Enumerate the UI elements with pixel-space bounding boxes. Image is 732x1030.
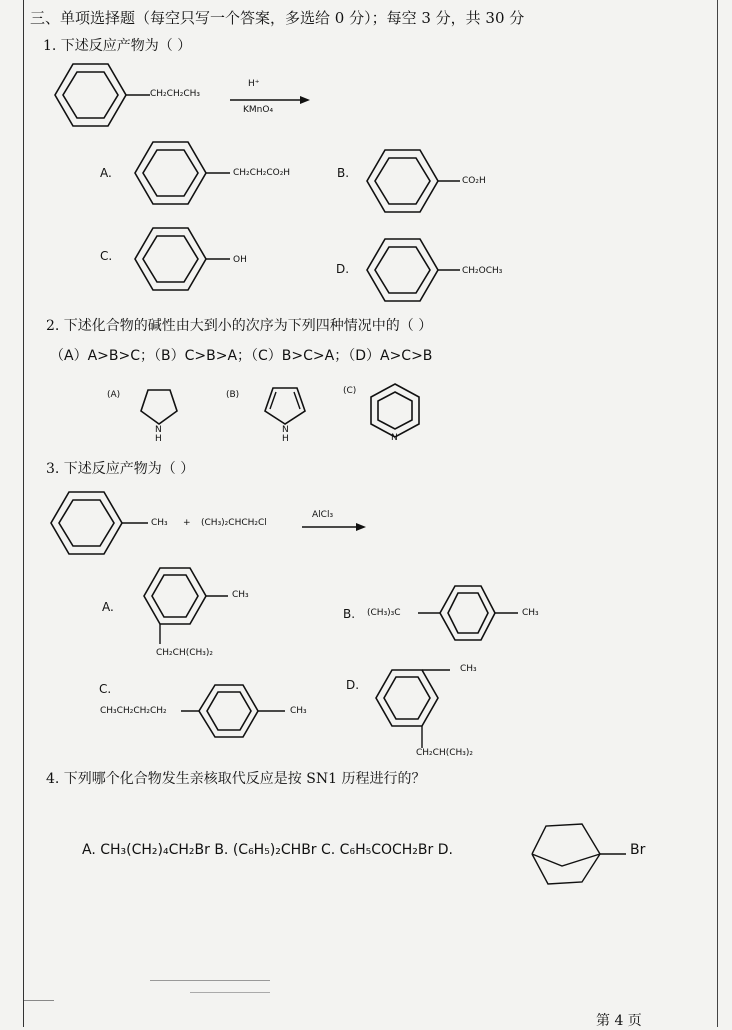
q1-reagent-bottom: KMnO₄: [243, 105, 274, 115]
q3-reactant-group: CH₃: [151, 518, 168, 528]
question-2-stem: 2. 下述化合物的碱性由大到小的次序为下列四种情况中的（ ）: [46, 318, 433, 334]
q3-toluene: [46, 490, 126, 560]
section-header: 三、单项选择题（每空只写一个答案，多选给 0 分）；每空 3 分，共 30 分: [30, 9, 525, 27]
q3-option-b-ring: [418, 583, 518, 645]
q2-label-c: (C): [343, 386, 357, 396]
q3-catalyst: AlCl₃: [312, 510, 334, 520]
q3-option-c-ring: [181, 683, 291, 745]
q2-atom-n3: N: [391, 433, 398, 443]
scan-speck: [190, 992, 270, 993]
question-3-stem: 3. 下述反应产物为（ ）: [46, 461, 195, 477]
q1-reagent-top: H⁺: [248, 79, 260, 89]
question-1-stem: 1. 下述反应产物为（ ）: [43, 38, 192, 54]
q1-reactant-benzene: [50, 62, 130, 132]
q3-plus: +: [183, 518, 191, 528]
q3-option-c-g2: CH₃: [290, 706, 307, 716]
q1-option-d-label: D.: [336, 262, 350, 276]
q1-option-a-benzene: [130, 140, 210, 210]
q1-option-b-benzene: [362, 148, 442, 218]
q3-option-a-g2: CH₂CH(CH₃)₂: [156, 648, 214, 658]
q3-option-d-g2: CH₂CH(CH₃)₂: [416, 748, 474, 758]
q1-option-d-benzene: [362, 237, 442, 307]
q3-option-a-ring: [140, 566, 210, 646]
q1-option-b-group: CO₂H: [462, 176, 486, 186]
page-number: 第 4 页: [596, 1013, 642, 1029]
question-4-stem: 4. 下列哪个化合物发生亲核取代反应是按 SN1 历程进行的？: [46, 771, 426, 787]
question-2-choices: （A）A>B>C；（B）C>B>A；（C）B>C>A；（D）A>C>B: [50, 348, 433, 364]
q3-option-a-label: A.: [102, 600, 114, 614]
q3-option-d-ring: [370, 668, 470, 754]
scan-speck: [150, 980, 270, 981]
q3-option-c-g1: CH₃CH₂CH₂CH₂: [100, 706, 167, 716]
page-border-right: [717, 0, 718, 1027]
q3-option-c-label: C.: [99, 682, 112, 696]
q2-atom-n1: N: [155, 425, 162, 435]
q3-option-b-g2: CH₃: [522, 608, 539, 618]
q2-label-b: (B): [226, 390, 240, 400]
q3-option-b-g1: (CH₃)₃C: [367, 608, 401, 618]
q3-option-a-g1: CH₃: [232, 590, 249, 600]
q3-reaction-arrow: [302, 522, 366, 532]
q2-atom-h2: H: [282, 434, 289, 444]
q2-atom-n2: N: [282, 425, 289, 435]
q1-option-b-label: B.: [337, 166, 350, 180]
q1-option-c-benzene: [130, 226, 210, 296]
q1-option-c-label: C.: [100, 249, 113, 263]
q1-option-a-group: CH₂CH₂CO₂H: [233, 168, 291, 178]
q1-option-c-group: OH: [233, 255, 247, 265]
q4-norbornyl-bromide: [526, 818, 636, 890]
scan-speck: [24, 1000, 54, 1001]
q2-label-a: (A): [107, 390, 121, 400]
q2-atom-h1: H: [155, 434, 162, 444]
q1-option-a-label: A.: [100, 166, 112, 180]
q4-bromine-label: Br: [630, 842, 646, 858]
q3-option-b-label: B.: [343, 607, 356, 621]
q1-option-d-group: CH₂OCH₃: [462, 266, 503, 276]
q1-reactant-chain: CH₂CH₂CH₃: [150, 89, 200, 99]
q3-option-d-g1: CH₃: [460, 664, 477, 674]
q3-reagent: (CH₃)₂CHCH₂Cl: [201, 518, 267, 528]
question-4-options: A. CH₃(CH₂)₄CH₂Br B. (C₆H₅)₂CHBr C. C₆H₅COCH₂Br D.: [82, 842, 453, 858]
page-border-left: [23, 0, 24, 1027]
q3-option-d-label: D.: [346, 678, 360, 692]
q1-reaction-arrow: [230, 95, 310, 105]
